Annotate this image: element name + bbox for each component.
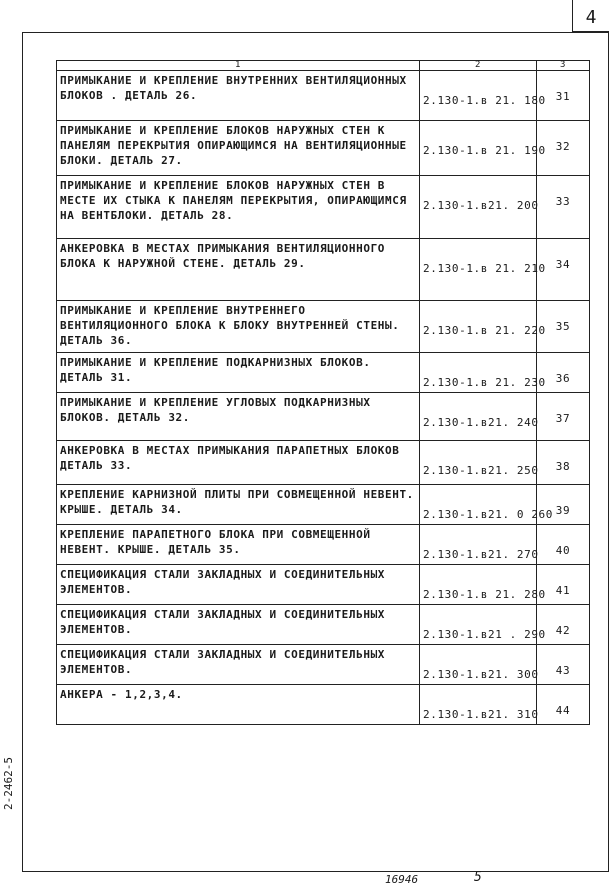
table-row bbox=[57, 71, 590, 121]
table-row bbox=[57, 393, 590, 441]
table-row bbox=[57, 353, 590, 393]
row-code: 2.130-1.в21. 310 bbox=[420, 685, 537, 725]
row-code: 2.130-1.в21. 270 bbox=[420, 525, 537, 565]
row-page: 44 bbox=[537, 685, 590, 725]
row-code: 2.130-1.в21. 0 260 bbox=[420, 485, 537, 525]
row-description: ПРИМЫКАНИЕ И КРЕПЛЕНИЕ ВНУТРЕННИХ ВЕНТИЛЯЦИОННЫХ БЛОКОВ . ДЕТАЛЬ 26. bbox=[57, 71, 420, 121]
row-page: 39 bbox=[537, 485, 590, 525]
row-description: КРЕПЛЕНИЕ ПАРАПЕТНОГО БЛОКА ПРИ СОВМЕЩЕННОЙ НЕВЕНТ. КРЫШЕ. ДЕТАЛЬ 35. bbox=[57, 525, 420, 565]
table-row bbox=[57, 525, 590, 565]
row-description: АНКЕРА - 1,2,3,4. bbox=[57, 685, 420, 725]
row-description: СПЕЦИФИКАЦИЯ СТАЛИ ЗАКЛАДНЫХ И СОЕДИНИТЕЛЬНЫХ ЭЛЕМЕНТОВ. bbox=[57, 645, 420, 685]
row-description: СПЕЦИФИКАЦИЯ СТАЛИ ЗАКЛАДНЫХ И СОЕДИНИТЕЛЬНЫХ ЭЛЕМЕНТОВ. bbox=[57, 605, 420, 645]
row-description: АНКЕРОВКА В МЕСТАХ ПРИМЫКАНИЯ ПАРАПЕТНЫХ БЛОКОВ ДЕТАЛЬ 33. bbox=[57, 441, 420, 485]
row-code: 2.130-1.в 21. 210 bbox=[420, 239, 537, 301]
row-page: 40 bbox=[537, 525, 590, 565]
table-row bbox=[57, 301, 590, 353]
table-row bbox=[57, 176, 590, 239]
row-page: 32 bbox=[537, 121, 590, 176]
table-row bbox=[57, 605, 590, 645]
table-row bbox=[57, 121, 590, 176]
header-col3: 3 bbox=[537, 61, 590, 71]
row-code: 2.130-1.в21. 300 bbox=[420, 645, 537, 685]
header-col1: 1 bbox=[57, 61, 420, 71]
row-description: ПРИМЫКАНИЕ И КРЕПЛЕНИЕ ВНУТРЕННЕГО ВЕНТИЛЯЦИОННОГО БЛОКА К БЛОКУ ВНУТРЕННЕЙ СТЕНЫ. ДЕТАЛЬ 36. bbox=[57, 301, 420, 353]
page-number: 4 bbox=[572, 0, 609, 32]
row-code: 2.130-1.в 21. 180 bbox=[420, 71, 537, 121]
table-row bbox=[57, 565, 590, 605]
table-row bbox=[57, 239, 590, 301]
table-row bbox=[57, 441, 590, 485]
row-page: 42 bbox=[537, 605, 590, 645]
row-page: 35 bbox=[537, 301, 590, 353]
row-page: 33 bbox=[537, 176, 590, 239]
row-description: КРЕПЛЕНИЕ КАРНИЗНОЙ ПЛИТЫ ПРИ СОВМЕЩЕННОЙ НЕВЕНТ. КРЫШЕ. ДЕТАЛЬ 34. bbox=[57, 485, 420, 525]
row-code: 2.130-1.в 21. 190 bbox=[420, 121, 537, 176]
row-description: АНКЕРОВКА В МЕСТАХ ПРИМЫКАНИЯ ВЕНТИЛЯЦИОННОГО БЛОКА К НАРУЖНОЙ СТЕНЕ. ДЕТАЛЬ 29. bbox=[57, 239, 420, 301]
row-description: ПРИМЫКАНИЕ И КРЕПЛЕНИЕ ПОДКАРНИЗНЫХ БЛОКОВ. ДЕТАЛЬ 31. bbox=[57, 353, 420, 393]
table-header bbox=[57, 61, 590, 71]
table-row bbox=[57, 685, 590, 725]
row-description: ПРИМЫКАНИЕ И КРЕПЛЕНИЕ БЛОКОВ НАРУЖНЫХ СТЕН В МЕСТЕ ИХ СТЫКА К ПАНЕЛЯМ ПЕРЕКРЫТИЯ, ОПИРАЮЩИМСЯ НА ВЕНТБЛОКИ. ДЕТАЛЬ 28. bbox=[57, 176, 420, 239]
table-row bbox=[57, 645, 590, 685]
row-code: 2.130-1.в21. 250 bbox=[420, 441, 537, 485]
row-page: 41 bbox=[537, 565, 590, 605]
row-code: 2.130-1.в 21. 230 bbox=[420, 353, 537, 393]
row-code: 2.130-1.в21. 240 bbox=[420, 393, 537, 441]
bottom-page-number: 5 bbox=[474, 870, 482, 885]
row-code: 2.130-1.в 21. 220 bbox=[420, 301, 537, 353]
inventory-number: 16946 bbox=[385, 873, 419, 886]
header-col2: 2 bbox=[420, 61, 537, 71]
side-document-mark: 2-2462-5 bbox=[2, 757, 15, 810]
contents-table bbox=[56, 60, 590, 725]
table-row bbox=[57, 485, 590, 525]
row-page: 43 bbox=[537, 645, 590, 685]
row-code: 2.130-1.в21 . 290 bbox=[420, 605, 537, 645]
row-page: 36 bbox=[537, 353, 590, 393]
row-description: ПРИМЫКАНИЕ И КРЕПЛЕНИЕ УГЛОВЫХ ПОДКАРНИЗНЫХ БЛОКОВ. ДЕТАЛЬ 32. bbox=[57, 393, 420, 441]
row-description: СПЕЦИФИКАЦИЯ СТАЛИ ЗАКЛАДНЫХ И СОЕДИНИТЕЛЬНЫХ ЭЛЕМЕНТОВ. bbox=[57, 565, 420, 605]
row-description: ПРИМЫКАНИЕ И КРЕПЛЕНИЕ БЛОКОВ НАРУЖНЫХ СТЕН К ПАНЕЛЯМ ПЕРЕКРЫТИЯ ОПИРАЮЩИМСЯ НА ВЕНТИЛЯЦИОННЫЕ БЛОКИ. ДЕТАЛЬ 27. bbox=[57, 121, 420, 176]
row-page: 34 bbox=[537, 239, 590, 301]
row-page: 38 bbox=[537, 441, 590, 485]
row-code: 2.130-1.в 21. 280 bbox=[420, 565, 537, 605]
row-code: 2.130-1.в21. 200 bbox=[420, 176, 537, 239]
row-page: 37 bbox=[537, 393, 590, 441]
row-page: 31 bbox=[537, 71, 590, 121]
